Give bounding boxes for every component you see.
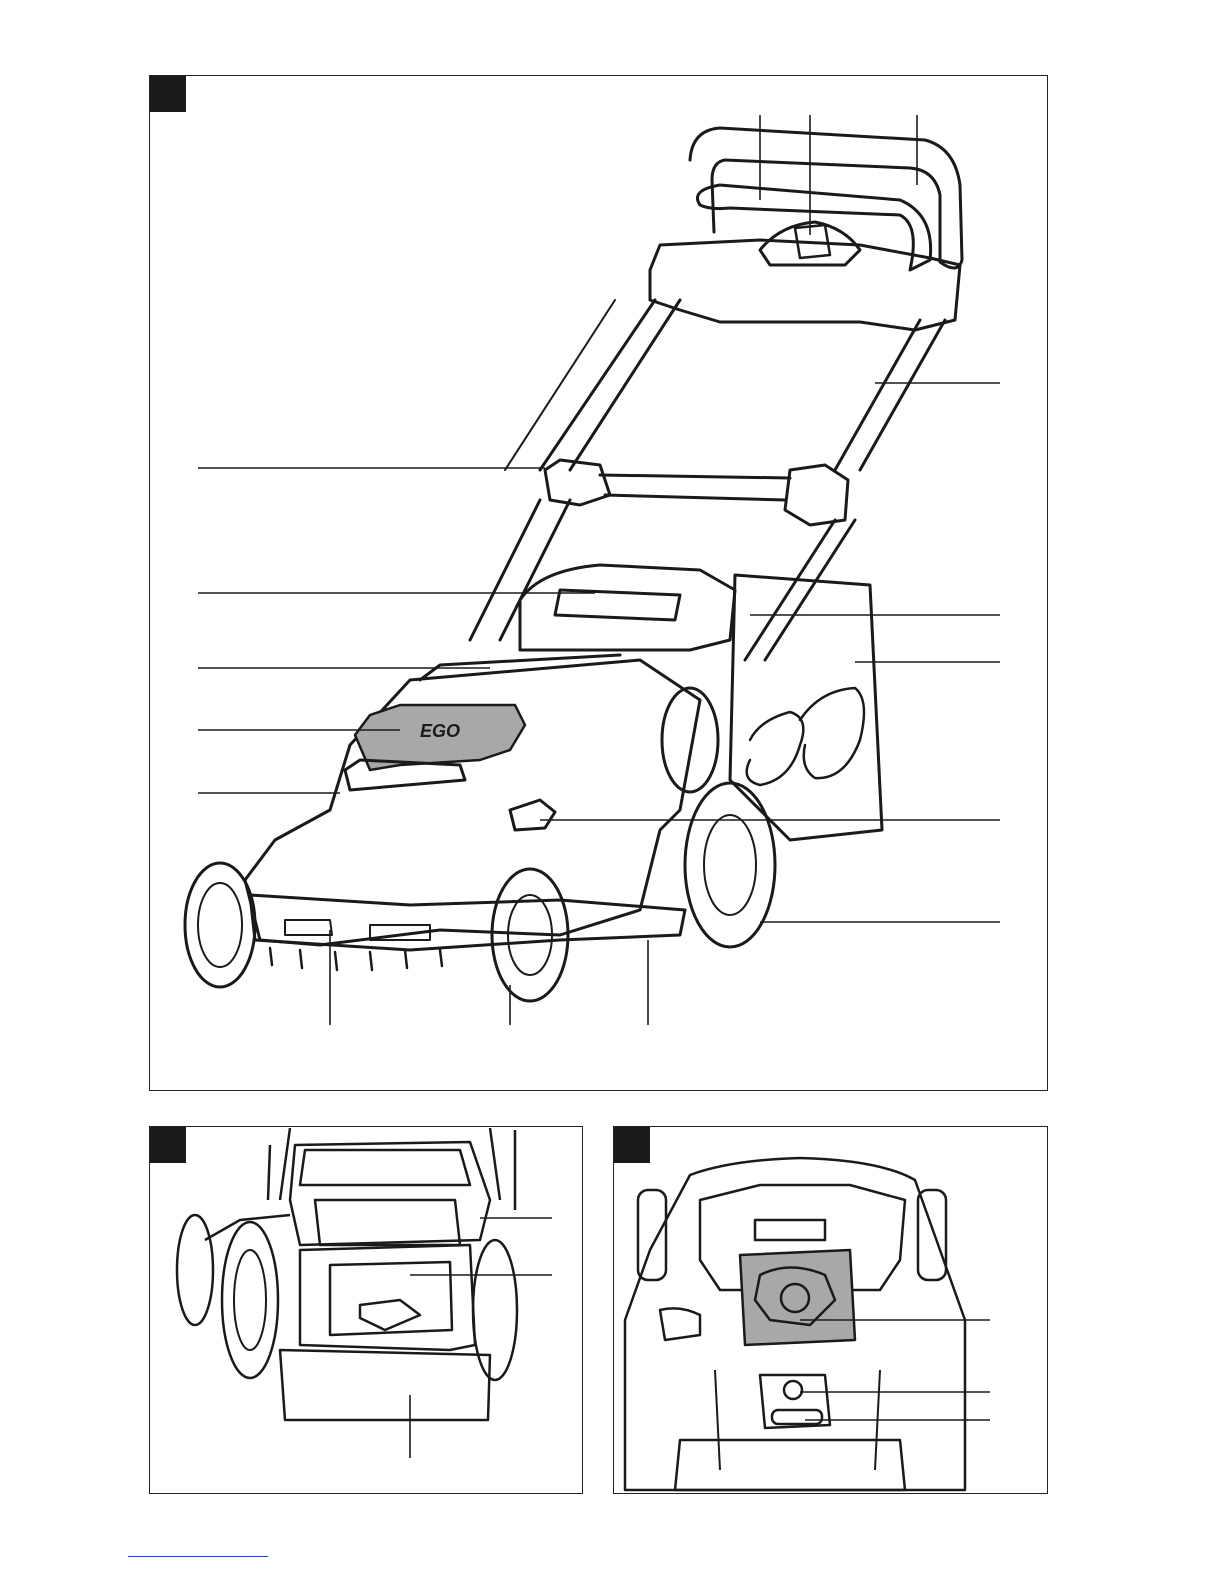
wheel-front-left: [185, 863, 255, 987]
control-console: [650, 240, 960, 330]
height-lever: [510, 800, 555, 830]
front-bumper: [250, 895, 685, 950]
figure-b-panel: [149, 1126, 583, 1494]
cross-bar: [600, 475, 790, 500]
handle-knob-right: [785, 465, 848, 525]
deck-brand-mark: EGO: [420, 721, 461, 741]
handle-tube-right: [835, 320, 945, 470]
figure-c-panel: [613, 1126, 1048, 1494]
wheel-rear-left: [662, 688, 718, 792]
battery-cover: [520, 565, 735, 650]
handle-knob-left: [545, 460, 610, 505]
figure-c-tag: [614, 1127, 650, 1163]
upper-handle: [690, 128, 962, 268]
figure-b-tag: [150, 1127, 186, 1163]
footer-link-underline: [128, 1556, 268, 1557]
